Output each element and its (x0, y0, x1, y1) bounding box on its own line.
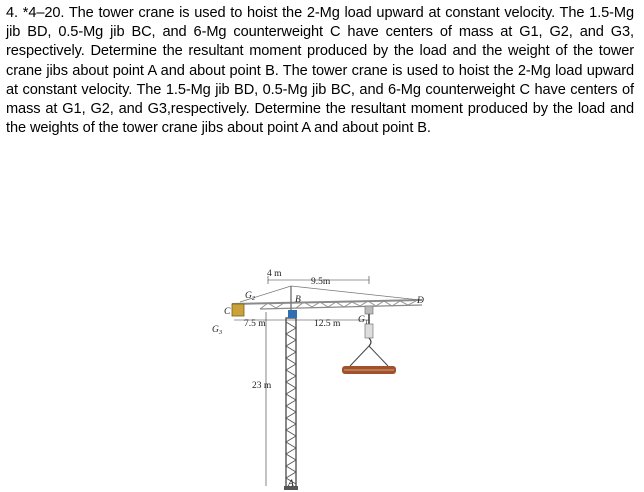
tower-crane-figure (200, 262, 440, 492)
dim-12-5m-label: 12.5 m (314, 319, 341, 329)
dim-4m-label: 4 m (267, 269, 282, 279)
dim-23m-label: 23 m (252, 381, 272, 391)
point-D-label: D (417, 296, 424, 306)
load (342, 366, 396, 374)
counterweight-C (232, 304, 244, 316)
point-C-label: C (224, 307, 231, 317)
dim-9-5m-label: 9.5m (311, 277, 331, 287)
tower (284, 318, 298, 490)
operator-cab (288, 310, 297, 318)
point-A-label: A (288, 479, 294, 489)
jib (232, 286, 422, 318)
g2-label: $G_2$ (245, 291, 256, 302)
hoist (350, 306, 388, 366)
dim-7-5m-label: 7.5 m (244, 319, 266, 329)
tower-crane-diagram (200, 262, 440, 492)
g3-label: $G_3$ (212, 325, 223, 336)
g1-label: $G_1$ (358, 315, 369, 326)
problem-statement: 4. *4–20. The tower crane is used to hoist the 2-Mg load upward at constant velocity. The 1.5-Mg jib BD, 0.5-Mg jib BC, and 6-Mg counterweight C have centers of mass at G1, G2, and G3, respectively. Determine the resultant moment produced by the load and the weight of the tower crane jibs about point A and about point B. The tower crane is used to hoist the 2-Mg load upward at constant velocity. The 1.5-Mg jib BD, 0.5-Mg jib BC, and 6-Mg counterweight C have centers of mass at G1, G2, and G3,respectively. Determine the resultant moment produced by the load and the weights of the tower crane jibs about point A and about point B. (6, 5, 634, 137)
point-B-label: B (295, 295, 301, 305)
